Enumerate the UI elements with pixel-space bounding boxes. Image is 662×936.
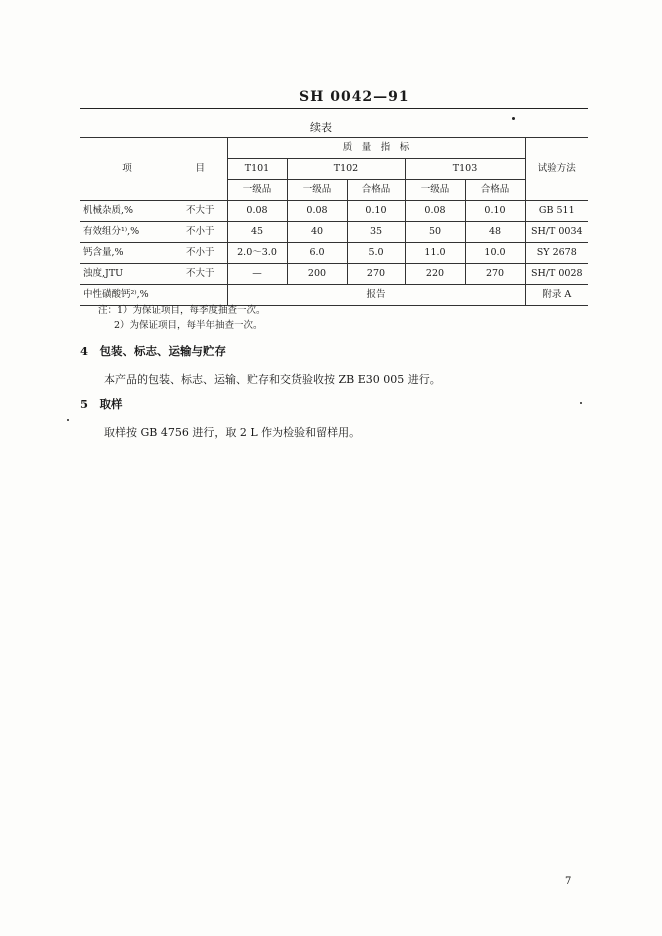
row-condition: 不小于	[174, 222, 227, 243]
cell-t103-qualified: 48	[465, 222, 525, 243]
cell-t101: 2.0～3.0	[227, 243, 287, 264]
section-5-heading: 5 取样	[80, 397, 123, 411]
cell-t102-first: 0.08	[287, 201, 347, 222]
cell-t103-qualified: 0.10	[465, 201, 525, 222]
header-quality-index: 质 量 指 标	[227, 138, 525, 159]
quality-spec-table	[80, 137, 588, 306]
cell-t101: 45	[227, 222, 287, 243]
section-4-heading: 4 包装、标志、运输与贮存	[80, 344, 227, 358]
row-condition: 不大于	[174, 201, 227, 222]
cell-t103-first: 50	[405, 222, 465, 243]
table-row	[80, 201, 588, 222]
level-t103-first: 一级品	[405, 180, 465, 201]
grade-t101: T101	[227, 159, 287, 180]
section-4-body: 本产品的包装、标志、运输、贮存和交货验收按 ZB E30 005 进行。	[104, 373, 441, 386]
level-t102-first: 一级品	[287, 180, 347, 201]
row-name: 钙含量,%	[80, 243, 174, 264]
cell-t102-first: 6.0	[287, 243, 347, 264]
cell-t102-qualified: 35	[347, 222, 405, 243]
level-t102-qualified: 合格品	[347, 180, 405, 201]
cell-method: 附录 A	[525, 285, 588, 306]
cell-t103-first: 220	[405, 264, 465, 285]
table-row	[80, 243, 588, 264]
level-t103-qualified: 合格品	[465, 180, 525, 201]
scan-speck	[512, 117, 515, 120]
header-unit: 目	[174, 138, 227, 201]
scan-speck	[580, 402, 582, 404]
note-1: 注：1）为保证项目，每季度抽查一次。	[98, 305, 266, 316]
table-row	[80, 222, 588, 243]
section-5-body: 取样按 GB 4756 进行，取 2 L 作为检验和留样用。	[104, 426, 361, 439]
cell-t101: 0.08	[227, 201, 287, 222]
header-rule	[80, 108, 588, 109]
cell-method: GB 511	[525, 201, 588, 222]
cell-report: 报告	[227, 285, 525, 306]
cell-t103-first: 0.08	[405, 201, 465, 222]
cell-t102-first: 40	[287, 222, 347, 243]
scan-speck	[67, 419, 69, 421]
cell-t103-qualified: 10.0	[465, 243, 525, 264]
row-name: 有效组分¹⁾,%	[80, 222, 174, 243]
grade-t103: T103	[405, 159, 525, 180]
cell-t103-first: 11.0	[405, 243, 465, 264]
cell-t102-qualified: 0.10	[347, 201, 405, 222]
header-item: 项	[80, 138, 174, 201]
row-name: 浊度,JTU	[80, 264, 174, 285]
grade-t102: T102	[287, 159, 405, 180]
header-test-method: 试验方法	[525, 138, 588, 201]
table-title: 续表	[310, 121, 332, 134]
cell-t103-qualified: 270	[465, 264, 525, 285]
cell-t102-qualified: 270	[347, 264, 405, 285]
note-2: 2）为保证项目，每半年抽查一次。	[114, 320, 263, 331]
cell-t101: —	[227, 264, 287, 285]
cell-method: SH/T 0034	[525, 222, 588, 243]
cell-method: SY 2678	[525, 243, 588, 264]
row-name: 中性磺酸钙²⁾,%	[80, 285, 227, 306]
row-condition: 不大于	[174, 264, 227, 285]
table-row	[80, 264, 588, 285]
page-number: 7	[565, 876, 572, 887]
row-condition: 不小于	[174, 243, 227, 264]
standard-code: SH 0042—91	[299, 89, 410, 105]
level-t101-first: 一级品	[227, 180, 287, 201]
row-name: 机械杂质,%	[80, 201, 174, 222]
cell-t102-qualified: 5.0	[347, 243, 405, 264]
cell-method: SH/T 0028	[525, 264, 588, 285]
table-notes	[98, 303, 266, 333]
cell-t102-first: 200	[287, 264, 347, 285]
